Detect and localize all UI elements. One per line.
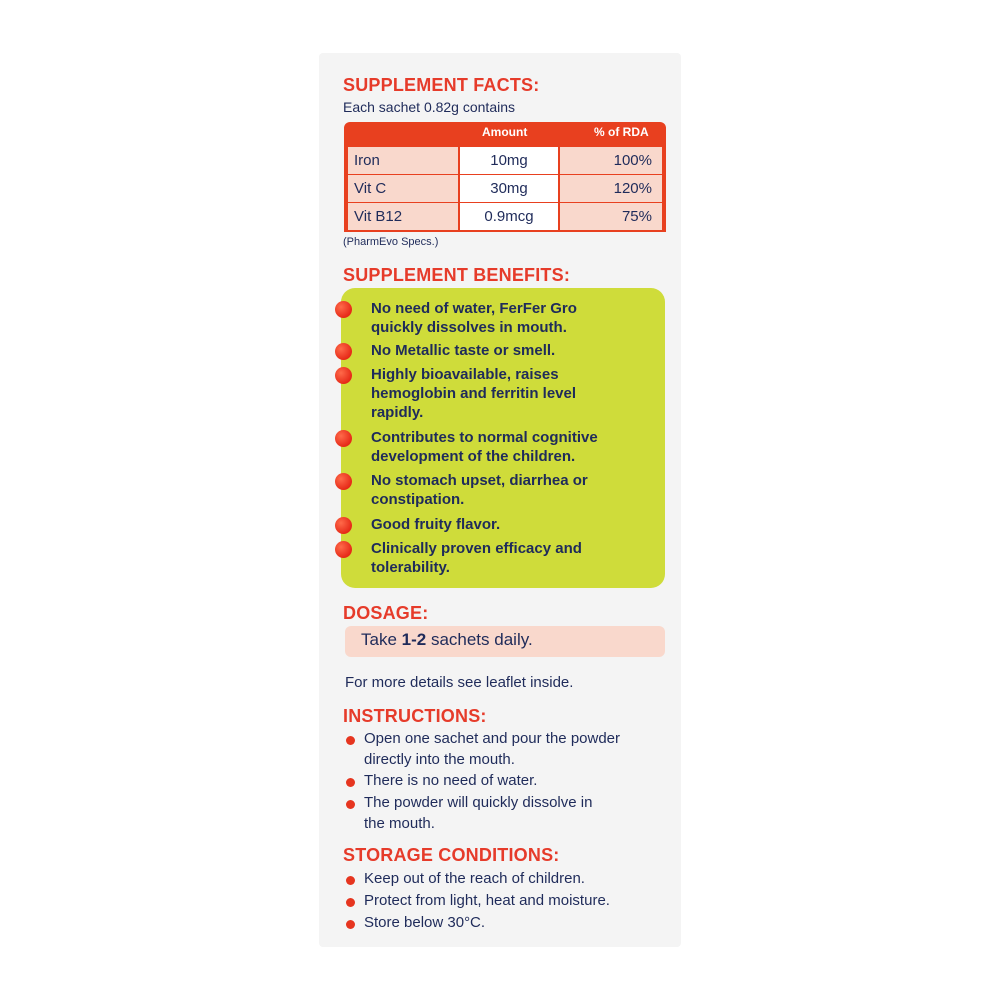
more-details-note: For more details see leaflet inside.	[345, 674, 574, 691]
red-ball-bullet-icon	[335, 301, 352, 318]
benefit-line: Clinically proven efficacy and	[371, 540, 582, 557]
red-dot-bullet-icon	[346, 800, 355, 809]
supplement-facts-table	[344, 122, 666, 232]
instructions-heading: INSTRUCTIONS:	[343, 706, 487, 726]
table-row	[348, 147, 662, 174]
benefit-line: quickly dissolves in mouth.	[371, 319, 567, 336]
benefit-item	[371, 428, 661, 466]
benefit-line: No need of water, FerFer Gro	[371, 300, 577, 317]
supplement-facts-heading: SUPPLEMENT FACTS:	[343, 75, 540, 95]
benefit-line: development of the children.	[371, 448, 576, 465]
benefit-item	[371, 299, 661, 337]
benefit-item	[371, 515, 661, 534]
nutrient-rda: 100%	[560, 147, 662, 174]
table-row	[348, 203, 662, 230]
benefit-item	[371, 365, 661, 422]
nutrient-rda: 75%	[560, 203, 662, 230]
storage-line: Store below 30°C.	[364, 914, 486, 931]
instruction-item	[364, 770, 674, 791]
red-ball-bullet-icon	[335, 541, 352, 558]
instruction-line: the mouth.	[364, 815, 435, 832]
nutrient-amount: 10mg	[460, 147, 558, 174]
instruction-item	[364, 728, 674, 770]
instruction-line: Open one sachet and pour the powder	[364, 730, 621, 747]
benefit-line: Contributes to normal cognitive	[371, 429, 598, 446]
red-ball-bullet-icon	[335, 367, 352, 384]
red-ball-bullet-icon	[335, 343, 352, 360]
nutrient-name: Vit B12	[348, 203, 458, 230]
storage-conditions-heading: STORAGE CONDITIONS:	[343, 845, 560, 865]
red-dot-bullet-icon	[346, 898, 355, 907]
supplement-benefits-heading: SUPPLEMENT BENEFITS:	[343, 265, 571, 285]
dosage-box	[345, 626, 665, 657]
storage-line: Keep out of the reach of children.	[364, 870, 585, 887]
table-row	[348, 175, 662, 202]
dosage-prefix: Take	[361, 630, 402, 649]
benefit-line: tolerability.	[371, 559, 450, 576]
instruction-line: directly into the mouth.	[364, 751, 515, 768]
benefit-line: Good fruity flavor.	[371, 516, 501, 533]
serving-size-text: Each sachet 0.82g contains	[343, 99, 516, 115]
red-dot-bullet-icon	[346, 876, 355, 885]
red-dot-bullet-icon	[346, 778, 355, 787]
red-dot-bullet-icon	[346, 920, 355, 929]
storage-item	[364, 868, 674, 889]
dosage-suffix: sachets daily.	[426, 630, 533, 649]
nutrient-amount: 30mg	[460, 175, 558, 202]
red-ball-bullet-icon	[335, 517, 352, 534]
storage-item	[364, 890, 674, 911]
benefit-line: hemoglobin and ferritin level	[371, 385, 577, 402]
benefit-line: rapidly.	[371, 404, 424, 421]
nutrient-amount: 0.9mcg	[460, 203, 558, 230]
red-dot-bullet-icon	[346, 736, 355, 745]
storage-item	[364, 912, 674, 933]
benefit-item	[371, 341, 661, 360]
instruction-item	[364, 792, 674, 834]
red-ball-bullet-icon	[335, 430, 352, 447]
benefit-item	[371, 471, 661, 509]
storage-line: Protect from light, heat and moisture.	[364, 892, 610, 909]
benefit-line: No stomach upset, diarrhea or	[371, 472, 588, 489]
benefit-line: Highly bioavailable, raises	[371, 366, 559, 383]
dosage-heading: DOSAGE:	[343, 603, 429, 623]
product-info-panel	[319, 53, 681, 947]
rda-column-header: % of RDA	[594, 125, 649, 139]
nutrient-rda: 120%	[560, 175, 662, 202]
benefit-line: No Metallic taste or smell.	[371, 342, 556, 359]
nutrient-name: Vit C	[348, 175, 458, 202]
nutrient-name: Iron	[348, 147, 458, 174]
dosage-text	[361, 630, 533, 650]
amount-column-header: Amount	[482, 125, 528, 139]
benefit-item	[371, 539, 661, 577]
benefit-line: constipation.	[371, 491, 465, 508]
specs-source-note: (PharmEvo Specs.)	[343, 236, 439, 248]
dosage-amount: 1-2	[401, 630, 427, 649]
red-ball-bullet-icon	[335, 473, 352, 490]
instruction-line: There is no need of water.	[364, 772, 538, 789]
instruction-line: The powder will quickly dissolve in	[364, 794, 593, 811]
